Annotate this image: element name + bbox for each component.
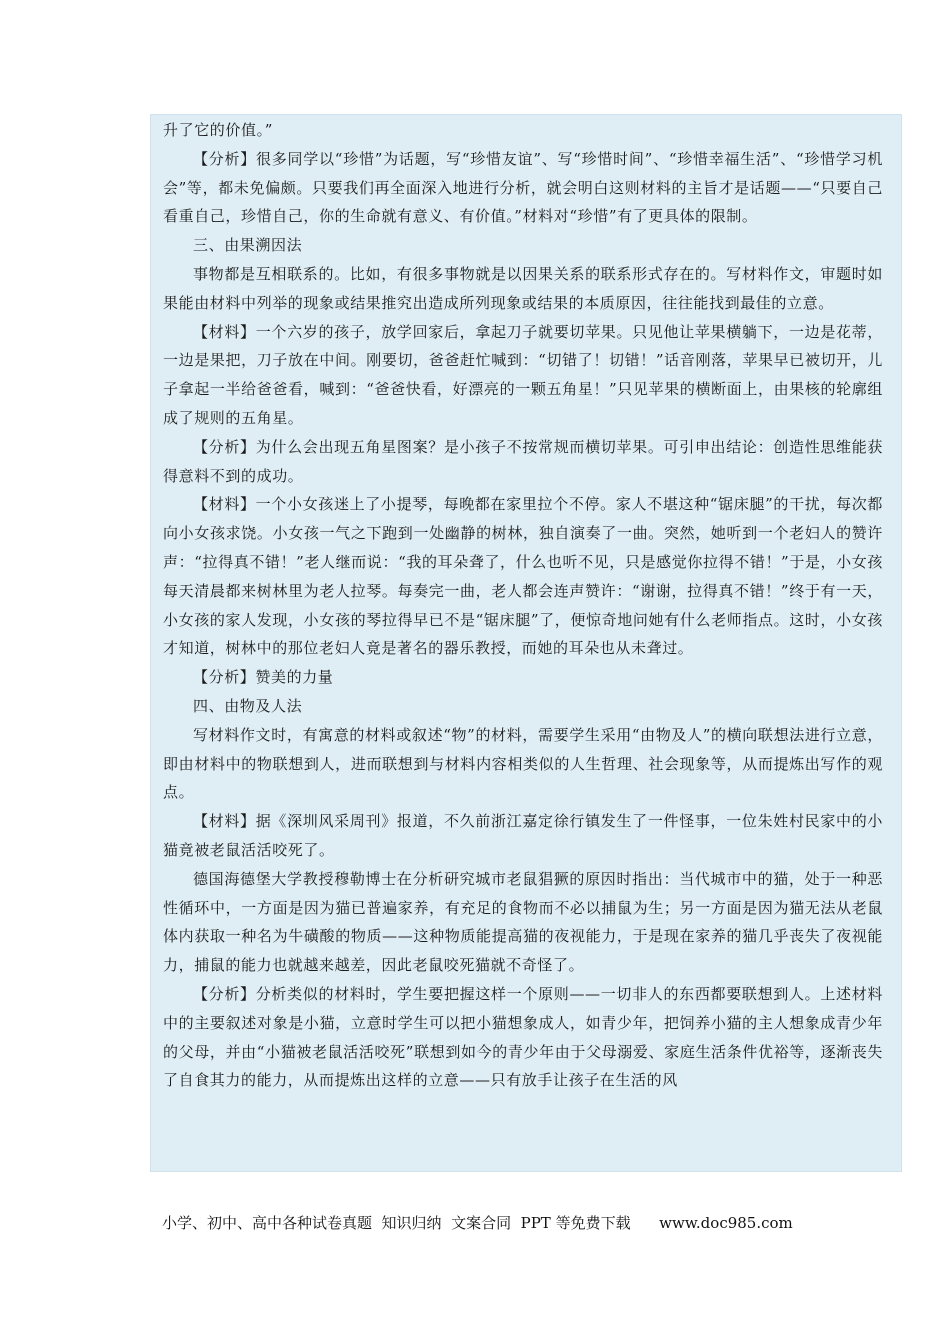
paragraph: 升了它的价值。” bbox=[163, 121, 273, 139]
paragraph: 【材料】据《深圳风采周刊》报道，不久前浙江嘉定徐行镇发生了一件怪事，一位朱姓村民家中的小猫竟被老鼠活活咬死了。 bbox=[163, 812, 883, 859]
section-heading: 四、由物及人法 bbox=[193, 696, 303, 715]
paragraph: 【分析】很多同学以“珍惜”为话题，写“珍惜友谊”、写“珍惜时间”、“珍惜幸福生活”、“珍惜学习机会”等，都未免偏颇。只要我们再全面深入地进行分析，就会明白这则材料的主旨才是话题——“只要自己看重自己，珍惜自己，你的生命就有意义、有价值。”材料对“珍惜”有了更具体的限制。 bbox=[163, 149, 883, 226]
paragraph: 【分析】分析类似的材料时，学生要把握这样一个原则——一切非人的东西都要联想到人。上述材料中的主要叙述对象是小猫，立意时学生可以把小猫想象成人，如青少年，把饲养小猫的主人想象成青少年的父母，并由“小猫被老鼠活活咬死”联想到如今的青少年由于父母溺爱、家庭生活条件优裕等，逐渐丧失了自食其力的能力，从而提炼出这样的立意——只有放手让孩子在生活的风 bbox=[163, 984, 883, 1090]
paragraph: 【材料】一个小女孩迷上了小提琴，每晚都在家里拉个不停。家人不堪这种“锯床腿”的干扰，每次都向小女孩求饶。小女孩一气之下跑到一处幽静的树林，独自演奏了一曲。突然，她听到一个老妇人的赞许声：“拉得真不错！”老人继而说：“我的耳朵聋了，什么也听不见，只是感觉你拉得不错！”于是，小女孩每天清晨都来树林里为老人拉琴。每奏完一曲，老人都会连声赞许：“谢谢，拉得真不错！”终于有一天，小女孩的家人发现，小女孩的琴拉得早已不是“锯床腿”了，便惊奇地问她有什么老师指点。这时，小女孩才知道，树林中的那位老妇人竟是著名的器乐教授，而她的耳朵也从未聋过。 bbox=[163, 495, 883, 658]
paragraph: 德国海德堡大学教授穆勒博士在分析研究城市老鼠猖獗的原因时指出：当代城市中的猫，处于一种恶性循环中，一方面是因为猫已普遍家养，有充足的食物而不必以捕鼠为生；另一方面是因为猫无法从老鼠体内获取一种名为牛磺酸的物质——这种物质能提高猫的夜视能力，于是现在家养的猫几乎丧失了夜视能力，捕鼠的能力也就越来越差，因此老鼠咬死猫就不奇怪了。 bbox=[163, 869, 883, 975]
article-content-box bbox=[150, 114, 902, 1172]
paragraph: 【分析】赞美的力量 bbox=[193, 668, 334, 687]
paragraph: 【分析】为什么会出现五角星图案？是小孩子不按常规而横切苹果。可引申出结论：创造性思维能获得意料不到的成功。 bbox=[163, 437, 883, 485]
page-footer: 小学、初中、高中各种试卷真题 知识归纳 文案合同 PPT 等免费下载 www.doc985.com bbox=[162, 1214, 793, 1232]
paragraph: 写材料作文时，有寓意的材料或叙述“物”的材料，需要学生采用“由物及人”的横向联想法进行立意，即由材料中的物联想到人，进而联想到与材料内容相类似的人生哲理、社会现象等，从而提炼出写作的观点。 bbox=[163, 725, 883, 802]
paragraph: 【材料】一个六岁的孩子，放学回家后，拿起刀子就要切苹果。只见他让苹果横躺下，一边是花蒂，一边是果把，刀子放在中间。刚要切，爸爸赶忙喊到：“切错了！切错！”话音刚落，苹果早已被切开，儿子拿起一半给爸爸看，喊到：“爸爸快看，好漂亮的一颗五角星！”只见苹果的横断面上，由果核的轮廓组成了规则的五角星。 bbox=[163, 322, 883, 427]
paragraph: 事物都是互相联系的。比如，有很多事物就是以因果关系的联系形式存在的。写材料作文，审题时如果能由材料中列举的现象或结果推究出造成所列现象或结果的本质原因，往往能找到最佳的立意。 bbox=[163, 264, 883, 312]
section-heading: 三、由果溯因法 bbox=[193, 236, 303, 255]
